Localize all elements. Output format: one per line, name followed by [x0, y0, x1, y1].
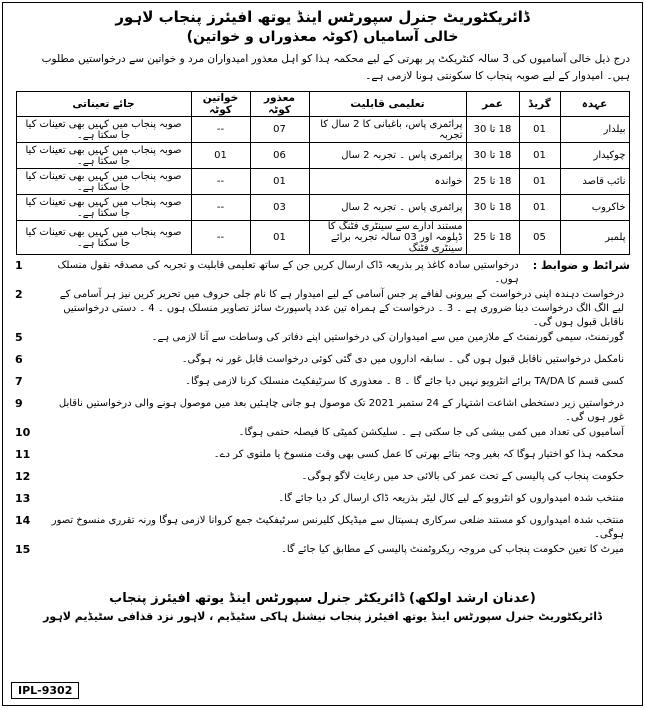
header-posting-place: جائے تعیناتی [16, 92, 191, 117]
condition-text: گورنمنٹ، سیمی گورنمنٹ کے ملازمین میں سے امیدواران کی درخواستیں اپنے دفاتر کی وساطت سے آنا لازمی ہے۔ [151, 332, 624, 343]
condition-number: 2 [15, 288, 23, 301]
condition-item [15, 426, 630, 448]
condition-text: کسی قسم کا TA/DA برائے انٹرویو نہیں دیا جائے گا ۔ 8 ۔ معذوری کا سرٹیفکیٹ منسلک کرنا لازمی ہوگا۔ [185, 376, 624, 387]
condition-text: درخواستیں سادہ کاغذ پر بذریعہ ڈاک ارسال کریں جن کے ساتھ تعلیمی قابلیت و تجربہ کی مصدقہ نقول منسلک ہوں۔ [57, 260, 519, 285]
header-disabled-quota: معذور کوٹہ [250, 92, 309, 117]
cell-qualification: پرائمری پاس، باغبانی کا 2 سال کا تجربہ [309, 117, 466, 143]
advertisement-page [2, 2, 643, 706]
cell-age: 18 تا 30 [466, 143, 519, 169]
cell-age: 18 تا 30 [466, 195, 519, 221]
condition-text: نامکمل درخواستیں ناقابل قبول ہوں گی ۔ سابقہ اداروں میں دی گئی کوئی درخواست قابل غور نہ ہوگی۔ [181, 354, 624, 365]
condition-item [15, 397, 630, 426]
address-line: ڈائریکٹوریٹ جنرل سپورٹس اینڈ یوتھ افیئرز پنجاب نیشنل ہاکی سٹیڈیم ، لاہور نزد قذافی سٹیڈیم لاہور [43, 610, 602, 623]
cell-posting-place: صوبہ پنجاب میں کہیں بھی تعینات کیا جا سکتا ہے۔ [16, 117, 191, 143]
table-row [16, 117, 629, 143]
condition-text: آسامیوں کی تعداد میں کمی بیشی کی جا سکتی ہے ۔ سلیکشن کمیٹی کا فیصلہ حتمی ہوگا۔ [238, 427, 624, 438]
cell-posting-place: صوبہ پنجاب میں کہیں بھی تعینات کیا جا سکتا ہے۔ [16, 221, 191, 255]
condition-item [15, 565, 630, 587]
condition-item [15, 514, 630, 543]
cell-grade: 01 [519, 117, 560, 143]
header-women-quota: خواتین کوٹہ [191, 92, 250, 117]
cell-post: بیلدار [560, 117, 629, 143]
cell-posting-place: صوبہ پنجاب میں کہیں بھی تعینات کیا جا سکتا ہے۔ [16, 169, 191, 195]
signature-line: (عدنان ارشد اولکھ) ڈائریکٹر جنرل سپورٹس اینڈ یوتھ افیئرز پنجاب [109, 591, 536, 606]
page-subtitle: خالی آسامیاں (کوٹہ معذوراں و خواتین) [186, 29, 459, 45]
cell-age: 18 تا 25 [466, 169, 519, 195]
cell-disabled-quota: 01 [250, 221, 309, 255]
cell-women-quota: -- [191, 117, 250, 143]
conditions-title: شرائط و ضوابط : [532, 259, 630, 272]
condition-number: 9 [15, 397, 23, 410]
condition-item [15, 331, 630, 353]
cell-post: نائب قاصد [560, 169, 629, 195]
condition-item [15, 259, 630, 288]
condition-text: درخواستیں زیر دستخطی اشاعت اشتہار کے 24 ستمبر 2021 تک موصول ہو جانی چاہئیں بعد میں موصول ہونے والی درخواستیں ناقابل غور ہوں گی۔ [58, 398, 624, 423]
intro-text: درج ذیل خالی آسامیوں کی 3 سالہ کنٹریکٹ پر بھرتی کے لیے محکمہ ہذا کو اہل معذور امیدواران مرد و خواتین سے درخواستیں مطلوب ہیں۔ امیدوار کے لیے صوبہ پنجاب کا سکونتی ہونا لازمی ہے۔ [41, 53, 630, 82]
condition-item [15, 353, 630, 375]
cell-women-quota: -- [191, 195, 250, 221]
cell-disabled-quota: 06 [250, 143, 309, 169]
condition-text: منتخب شدہ امیدواروں کو انٹرویو کے لیے کال لیٹر بذریعہ ڈاک ارسال کر دیا جائے گا۔ [278, 493, 624, 504]
condition-number: 13 [15, 492, 31, 505]
condition-number: 7 [15, 375, 23, 388]
condition-item [15, 448, 630, 470]
condition-number: 5 [15, 331, 23, 344]
cell-post: چوکیدار [560, 143, 629, 169]
cell-grade: 01 [519, 169, 560, 195]
cell-qualification: پرائمری پاس ۔ تجربہ 2 سال [309, 195, 466, 221]
posts-table [16, 91, 630, 255]
header-grade: گریڈ [519, 92, 560, 117]
condition-number: 6 [15, 353, 23, 366]
cell-disabled-quota: 01 [250, 169, 309, 195]
condition-number: 11 [15, 448, 31, 461]
header-post: عہدہ [560, 92, 629, 117]
table-header-row [16, 92, 629, 117]
cell-women-quota: -- [191, 169, 250, 195]
condition-text: محکمہ ہذا کو اختیار ہوگا کہ بغیر وجہ بتائے بھرتی کا عمل کسی بھی وقت منسوخ یا ملتوی کر دے۔ [213, 449, 624, 460]
ipl-number: IPL-9302 [11, 682, 79, 699]
condition-text: درخواست دہندہ اپنی درخواست کے بیرونی لفافے پر جس آسامی کے لیے امیدوار ہے کا نام جلی حروف میں تحریر کریں نیز ہر آسامی کے لیے الگ الگ درخواست دینا ضروری ہے ۔ 3 ۔ درخواست کے ہمراہ تین عدد پاسپورٹ سائز تصاویر منسلک ہوں ۔ 4 ۔ دستی درخواستیں ناقابل قبول ہوں گی۔ [59, 289, 624, 328]
table-row [16, 221, 629, 255]
table-row [16, 195, 629, 221]
cell-posting-place: صوبہ پنجاب میں کہیں بھی تعینات کیا جا سکتا ہے۔ [16, 143, 191, 169]
cell-disabled-quota: 07 [250, 117, 309, 143]
cell-women-quota: -- [191, 221, 250, 255]
cell-grade: 01 [519, 195, 560, 221]
cell-qualification: خواندہ [309, 169, 466, 195]
condition-item [15, 543, 630, 565]
condition-text: منتخب شدہ امیدواروں کو مستند ضلعی سرکاری ہسپتال سے میڈیکل کلیرنس سرٹیفکیٹ جمع کروانا لازمی ہوگا ورنہ تقرری منسوخ تصور ہوگی۔ [51, 515, 624, 540]
table-row [16, 169, 629, 195]
condition-number: 15 [15, 543, 31, 556]
condition-number: 1 [15, 259, 23, 272]
condition-item [15, 375, 630, 397]
condition-text: حکومت پنجاب کی پالیسی کے تحت عمر کی بالائی حد میں رعایت لاگو ہوگی۔ [301, 471, 624, 482]
condition-item [15, 492, 630, 514]
cell-qualification: پرائمری پاس ۔ تجربہ 2 سال [309, 143, 466, 169]
condition-number: 14 [15, 514, 31, 527]
cell-age: 18 تا 30 [466, 117, 519, 143]
cell-post: پلمبر [560, 221, 629, 255]
cell-grade: 01 [519, 143, 560, 169]
header-qualification: تعلیمی قابلیت [309, 92, 466, 117]
cell-age: 18 تا 25 [466, 221, 519, 255]
page-title: ڈائریکٹوریٹ جنرل سپورٹس اینڈ یوتھ افیئرز پنجاب لاہور [115, 8, 530, 26]
header-age: عمر [466, 92, 519, 117]
condition-number: 12 [15, 470, 31, 483]
condition-item [15, 470, 630, 492]
condition-text: میرٹ کا تعین حکومت پنجاب کی مروجہ ریکروٹمنٹ پالیسی کے مطابق کیا جائے گا۔ [280, 544, 624, 555]
condition-item [15, 288, 630, 331]
table-row [16, 143, 629, 169]
cell-women-quota: 01 [191, 143, 250, 169]
cell-disabled-quota: 03 [250, 195, 309, 221]
cell-posting-place: صوبہ پنجاب میں کہیں بھی تعینات کیا جا سکتا ہے۔ [16, 195, 191, 221]
cell-qualification: مستند ادارے سے سینٹری فٹنگ کا ڈپلومہ اور 03 سالہ تجربہ برائے سینٹری فٹنگ [309, 221, 466, 255]
conditions-list [3, 259, 642, 587]
cell-post: خاکروب [560, 195, 629, 221]
condition-number: 10 [15, 426, 31, 439]
cell-grade: 05 [519, 221, 560, 255]
